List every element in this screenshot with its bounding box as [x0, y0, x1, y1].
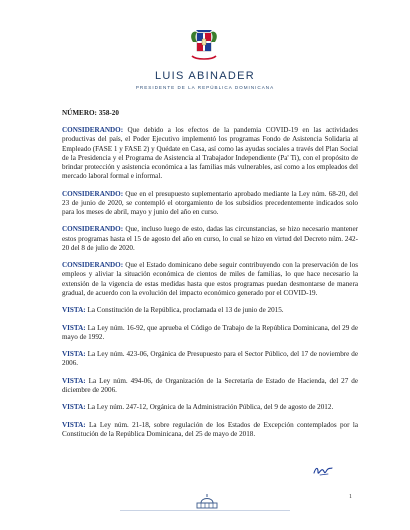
footer-divider — [120, 510, 290, 511]
vista-paragraph — [62, 324, 358, 342]
vista-paragraph — [62, 403, 358, 412]
paragraph-label: CONSIDERANDO: — [62, 261, 124, 270]
paragraph-text: La Ley núm. 423-06, Orgánica de Presupuesto para el Sector Público, del 17 de noviembre de 2006. — [62, 350, 358, 368]
paragraph-text: La Ley núm. 494-06, de Organización de la Secretaría de Estado de Hacienda, del 27 de diciembre de 2006. — [62, 376, 358, 394]
coat-of-arms-icon — [186, 26, 222, 62]
vista-paragraph — [62, 306, 358, 315]
paragraph-label: VISTA: — [62, 420, 86, 429]
president-name: LUIS ABINADER — [154, 70, 256, 82]
page-number: 1 — [349, 494, 352, 500]
paragraph-label: VISTA: — [62, 403, 86, 412]
paragraph-text: Que en el presupuesto suplementario aprobado mediante la Ley núm. 68-20, del 23 de junio de 2020, se contempló el otorgamiento de los subsidios precedentemente indicados solo para los meses de abril, mayo y junio del año en curso. — [62, 189, 358, 217]
paragraph-text: Que, incluso luego de esto, dadas las circunstancias, se hizo necesario mantener estos programas hasta el 15 de agosto del año en curso, lo cual se hizo en virtud del Decreto núm. 242-20 del 8 de julio de 2020. — [62, 225, 358, 252]
vista-paragraph — [62, 350, 358, 368]
paragraph-label: VISTA: — [62, 376, 86, 385]
considerando-paragraph — [62, 225, 358, 253]
vista-paragraph — [62, 421, 358, 439]
paragraph-label: CONSIDERANDO: — [62, 225, 124, 234]
initials-signature-icon — [312, 464, 334, 478]
paragraph-text: La Ley núm. 21-18, sobre regulación de los Estados de Excepción contemplados por la Constitución de la República Dominicana, del 25 de mayo de 2018. — [62, 420, 358, 438]
considerando-paragraph — [62, 190, 358, 218]
paragraph-text: Que debido a los efectos de la pandemia COVID-19 en las actividades productivas del país, el Poder Ejecutivo implementó los programas Fondo de Asistencia Solidaria al Empleado (FASE 1 y FASE 2) y Quédate en Casa, así como las ayudas sociales a través del Plan Social de la Presidencia y el Programa de Asistencia al Trabajador Independiente (Pa' Ti), con el propósito de brindar protección y asistencia económica a las familias más vulnerables, así como a los empleados del mercado laboral formal e informal. — [62, 126, 358, 181]
decree-body — [62, 109, 358, 447]
vista-paragraph — [62, 377, 358, 395]
paragraph-text: Que el Estado dominicano debe seguir contribuyendo con la preservación de los empleos y aliviar la situación económica de cientos de miles de familias, lo que hace necesario la extensión de la vigencia de estas medidas hasta que estos programas puedan desmontarse de manera gradual, de acuerdo con la evolución del impacto económico generado por el COVID-19. — [62, 261, 358, 297]
paragraph-label: VISTA: — [62, 323, 86, 332]
palace-dome-icon — [192, 492, 222, 510]
paragraph-label: VISTA: — [62, 306, 86, 315]
decree-number: NÚMERO: 358-20 — [62, 109, 119, 117]
paragraph-label: CONSIDERANDO: — [62, 126, 124, 135]
paragraph-text: La Ley núm. 247-12, Orgánica de la Administración Pública, del 9 de agosto de 2012. — [85, 403, 334, 412]
paragraph-label: VISTA: — [62, 350, 86, 359]
paragraph-text: La Ley núm. 16-92, que aprueba el Código de Trabajo de la República Dominicana, del 29 de mayo de 1992. — [62, 323, 358, 341]
considerando-paragraph — [62, 261, 358, 298]
president-title: PRESIDENTE DE LA REPÚBLICA DOMINICANA — [135, 85, 275, 90]
paragraph-label: CONSIDERANDO: — [62, 189, 124, 198]
considerando-paragraph — [62, 126, 358, 181]
paragraph-text: La Constitución de la República, proclamada el 13 de junio de 2015. — [85, 306, 284, 315]
